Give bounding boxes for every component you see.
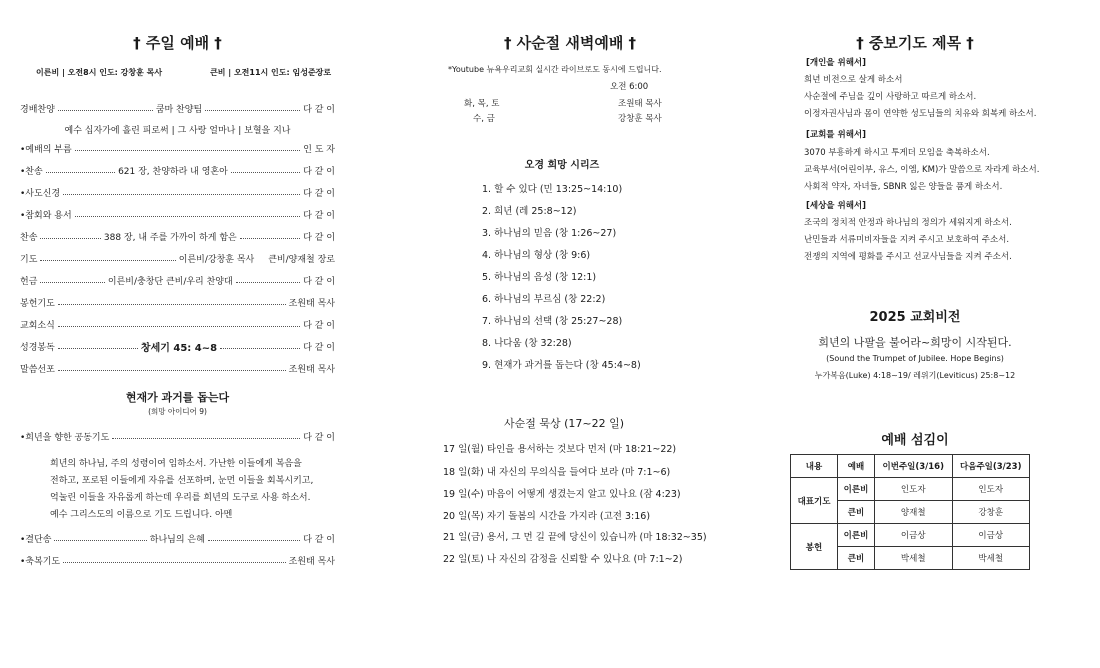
order-leader: 조원태 목사 [288,556,335,567]
early-service-info: 이른비 | 오전8시 인도: 강창훈 목사 [36,68,163,77]
order-label: 찬송 [20,232,38,243]
prayer-item: 3070 부흥하게 하시고 투게더 모임을 축복하소서. [804,148,990,158]
order-label: 헌금 [20,276,38,287]
order-row [20,361,335,375]
prayer-item: 사순절에 주님을 깊이 사랑하고 따르게 하소서. [804,92,977,102]
leader-dots [63,562,286,563]
table-row [791,478,1030,501]
lent-dawn-title: † 사순절 새벽예배 † [503,34,637,52]
leader-dots [236,282,301,283]
series-item: 8. 나다움 (창 32:28) [482,338,572,349]
table-row [791,524,1030,547]
prayer-line: 전하고, 포로된 이들에게 자유를 선포하며, 눈먼 이들을 회복시키고, [50,476,314,486]
leader-dots [112,438,300,439]
main-service-info: 큰비 | 오전11시 인도: 임성준장로 [210,68,332,77]
table-cell: 이른비 [838,524,875,547]
meditation-item: 19 일(수) 마음이 어떻게 생겼는지 알고 있나요 (잠 4:23) [443,489,681,500]
order-row [20,163,335,177]
order-detail: 이른비/강창훈 목사 [178,254,255,265]
schedule-days: 화, 목, 토 [464,99,500,109]
table-cell: 이른비 [838,478,875,501]
series-item: 3. 하나님의 믿음 (창 1:26~27) [482,228,617,239]
series-item: 1. 할 수 있다 (민 13:25~14:10) [482,184,623,195]
prayer-line: 예수 그리스도의 이름으로 기도 드립니다. 아멘 [50,510,233,520]
order-label: 교회소식 [20,320,55,331]
meditation-item: 17 일(월) 타인을 용서하는 것보다 먼저 (마 18:21~22) [443,444,677,455]
table-cell: 큰비 [838,501,875,524]
lent-meditation-title: 사순절 묵상 (17~22 일) [503,417,625,430]
church-vision-reference: 누가복음(Luke) 4:18~19/ 레위기(Leviticus) 25:8~12 [814,371,1016,380]
meditation-item: 20 일(목) 자기 돌봄의 시간을 가지라 (고전 3:16) [443,511,651,522]
order-row [20,295,335,309]
order-detail: 쿰마 찬양팀 [155,104,203,115]
pentateuch-series-title: 오경 희망 시리즈 [524,160,600,171]
leader-dots [54,540,146,541]
leader-dots [220,348,300,349]
prayer-group-heading: [교회를 위해서] [806,130,866,140]
leader-dots [58,326,300,327]
order-leader: 조원태 목사 [288,298,335,309]
order-label: •결단송 [20,534,52,545]
order-leader: 다 같 이 [303,432,335,443]
table-group-cell: 대표기도 [791,478,838,524]
order-label: 말씀선포 [20,364,55,375]
jubilee-prayer-text [50,456,325,524]
series-item: 9. 현재가 과거를 돕는다 (창 45:4~8) [482,360,641,371]
table-cell: 큰비 [838,547,875,570]
order-label: •사도신경 [20,188,61,199]
table-cell: 이금상 [952,524,1030,547]
order-label: 기도 [20,254,38,265]
table-header-row [791,455,1030,478]
order-leader: 다 같 이 [303,166,335,177]
order-label: •찬송 [20,166,43,177]
leader-dots [75,216,301,217]
series-item: 5. 하나님의 음성 (창 12:1) [482,272,597,283]
table-header: 다음주일(3/23) [952,455,1030,478]
schedule-days: 수, 금 [473,114,495,124]
order-row [20,531,335,545]
lent-dawn-column [440,0,707,668]
intercession-title: † 중보기도 제목 † [856,34,974,52]
prayer-line: 억눌린 이들을 자유롭게 하는데 우리를 희년의 도구로 사용 하소서. [50,493,311,503]
order-leader: 다 같 이 [303,104,335,115]
table-header: 이번주일(3/16) [875,455,953,478]
prayer-item: 희년 비전으로 살게 하소서 [804,75,903,85]
leader-dots [58,304,286,305]
praise-songs: 예수 십자가에 흘린 피로써 | 그 사랑 얼마나 | 보혈을 지나 [64,126,291,136]
table-group-cell: 봉헌 [791,524,838,570]
meditation-item: 21 일(금) 용서, 그 먼 길 끝에 당신이 있습니까 (마 18:32~35) [443,532,707,543]
leader-dots [208,540,300,541]
order-row [20,251,335,265]
sunday-worship-title: † 주일 예배 † [133,34,222,52]
intercession-column [790,0,1040,668]
leader-dots [58,348,138,349]
order-label: 경배찬양 [20,104,55,115]
leader-dots [58,370,286,371]
leader-dots [240,238,300,239]
worship-servers-title: 예배 섬김이 [881,433,949,448]
leader-dots [40,260,175,261]
order-row [20,229,335,243]
prayer-line: 희년의 하나님, 주의 성령이여 임하소서. 가난한 이들에게 복음을 [50,459,302,469]
order-leader: 조원태 목사 [288,364,335,375]
order-detail: 388 장, 내 주를 가까이 하게 함은 [103,232,237,243]
series-item: 2. 희년 (레 25:8~12) [482,206,577,217]
leader-dots [46,172,115,173]
order-detail: 하나님의 은혜 [149,534,205,545]
order-leader: 다 같 이 [303,188,335,199]
leader-dots [231,172,300,173]
meditation-item: 22 일(토) 나 자신의 감정을 신뢰할 수 있나요 (마 7:1~2) [443,554,683,565]
order-label: •예배의 부름 [20,144,72,155]
order-leader: 다 같 이 [303,320,335,331]
schedule-leader: 강창훈 목사 [618,114,662,124]
worship-servers-table [790,454,1030,570]
table-cell: 박세철 [952,547,1030,570]
meditation-item: 18 일(화) 내 자신의 무의식을 들여다 보라 (마 7:1~6) [443,467,671,478]
order-label: •참회와 용서 [20,210,72,221]
table-header: 예배 [838,455,875,478]
sermon-subtitle: (희망 아이디어 9) [148,407,207,416]
table-cell: 이금상 [875,524,953,547]
leader-dots [40,238,100,239]
order-label: 성경봉독 [20,342,55,353]
prayer-item: 교육부서(어린이부, 유스, 이엠, KM)가 말씀으로 자라게 하소서. [804,165,1040,175]
leader-dots [75,150,301,151]
scripture-reference: 창세기 45: 4~8 [140,342,218,354]
order-row [20,339,335,353]
order-leader: 다 같 이 [303,534,335,545]
table-cell: 강창훈 [952,501,1030,524]
table-cell: 박세철 [875,547,953,570]
order-detail: 621 장, 찬양하라 내 영혼아 [118,166,228,177]
prayer-item: 사회적 약자, 자녀들, SBNR 잃은 양들을 품게 하소서. [804,182,1003,192]
order-leader: 다 같 이 [303,232,336,243]
leader-dots [40,282,105,283]
series-item: 7. 하나님의 선택 (창 25:27~28) [482,316,623,327]
schedule-leader: 조원태 목사 [618,99,662,109]
prayer-group-heading: [개인을 위해서] [806,58,866,68]
table-cell: 인도자 [952,478,1030,501]
order-row [20,429,335,443]
order-label: 봉헌기도 [20,298,55,309]
order-label: •희년을 향한 공동기도 [20,432,110,443]
church-vision-slogan: 희년의 나팔을 불어라~희망이 시작된다. [818,336,1012,349]
prayer-item: 난민들과 서류미비자들을 지켜 주시고 보호하여 주소서. [804,235,1010,245]
table-header: 내용 [791,455,838,478]
series-item: 6. 하나님의 부르심 (창 22:2) [482,294,606,305]
church-vision-english: (Sound the Trumpet of Jubilee. Hope Begins) [826,354,1004,363]
order-row [20,207,335,221]
order-leader: 큰비/양재철 장로 [268,254,335,265]
order-label: •축복기도 [20,556,61,567]
leader-dots [205,110,300,111]
sermon-title: 현재가 과거를 돕는다 [125,391,230,404]
order-row [20,101,335,115]
prayer-item: 조국의 정치적 안정과 하나님의 정의가 세워지게 하소서. [804,218,1012,228]
leader-dots [58,110,153,111]
order-row [20,141,335,155]
series-item: 4. 하나님의 형상 (창 9:6) [482,250,591,261]
order-leader: 다 같 이 [303,210,335,221]
order-leader: 다 같 이 [303,276,336,287]
leader-dots [63,194,300,195]
table-cell: 인도자 [875,478,953,501]
order-row [20,273,335,287]
order-row [20,317,335,331]
order-row [20,553,335,567]
order-detail: 이른비/충창단 큰비/우리 찬양대 [107,276,233,287]
order-row [20,185,335,199]
table-cell: 양재철 [875,501,953,524]
order-leader: 다 같 이 [303,342,335,353]
prayer-item: 전쟁의 지역에 평화를 주시고 선교사님들을 지켜 주소서. [804,252,1012,262]
sunday-worship-column [20,0,335,668]
dawn-time: 오전 6:00 [610,82,649,92]
prayer-group-heading: [세상을 위해서] [806,201,866,211]
church-vision-title: 2025 교회비전 [869,310,961,325]
youtube-notice: *Youtube 뉴욕우리교회 실시간 라이브로도 동시에 드립니다. [448,65,662,74]
prayer-item: 이정자권사님과 몸이 연약한 성도님들의 치유와 회복케 하소서. [804,109,1037,119]
order-leader: 인 도 자 [303,144,335,155]
